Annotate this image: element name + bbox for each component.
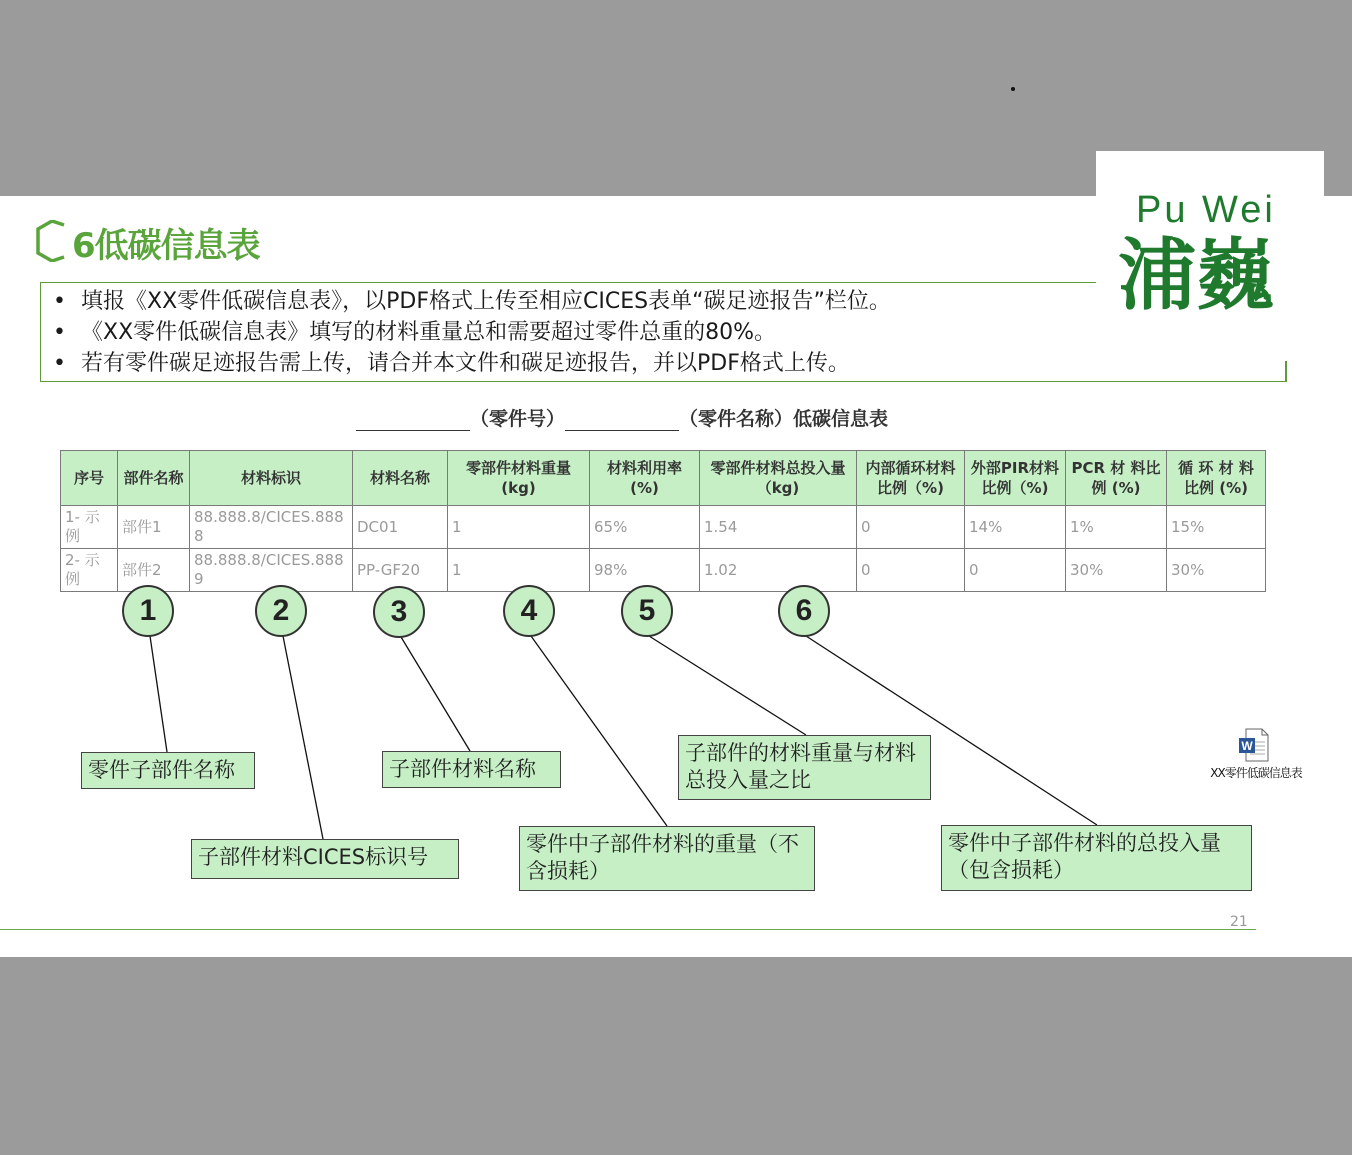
table-cell: 0 [965, 549, 1066, 592]
stray-dot [1011, 87, 1015, 91]
table-cell: DC01 [353, 506, 448, 549]
bullet-item: • 填报《XX零件低碳信息表》，以PDF格式上传至相应CICES表单“碳足迹报告”栏位。 [41, 286, 1286, 317]
table-cell: 98% [590, 549, 700, 592]
col-header: 序号 [61, 451, 118, 506]
table-cell: 14% [965, 506, 1066, 549]
callout-box: 零件子部件名称 [81, 752, 255, 789]
callout-number: 5 [621, 585, 673, 637]
col-header: 零部件材料重量(kg) [448, 451, 590, 506]
callout-box: 子部件材料CICES标识号 [191, 839, 459, 879]
col-header: 材料标识 [190, 451, 353, 506]
table-cell: 1- 示例 [61, 506, 118, 549]
col-header: 材料利用率(%) [590, 451, 700, 506]
table-cell: PP-GF20 [353, 549, 448, 592]
table-cell: 2- 示例 [61, 549, 118, 592]
col-header: 零部件材料总投入量（kg) [700, 451, 857, 506]
table-caption: （零件号） （零件名称）低碳信息表 [356, 404, 888, 431]
table-cell: 部件1 [118, 506, 190, 549]
table-cell: 88.888.8/CICES.8889 [190, 549, 353, 592]
logo-text-en: Pu Wei [1136, 189, 1276, 231]
col-header: 内部循环材料比例（%) [857, 451, 965, 506]
bullet-item: • 若有零件碳足迹报告需上传，请合并本文件和碳足迹报告，并以PDF格式上传。 [41, 348, 1286, 379]
table-cell: 30% [1066, 549, 1167, 592]
col-header: 循 环 材 料比例 (%) [1167, 451, 1266, 506]
callout-number: 2 [255, 585, 307, 637]
svg-text:W: W [1241, 739, 1253, 753]
footer-divider [0, 929, 1256, 930]
brand-logo [1096, 151, 1324, 323]
callout-number: 4 [503, 585, 555, 637]
callout-number: 6 [778, 585, 830, 637]
col-header: PCR 材 料比例 (%) [1066, 451, 1167, 506]
logo-text-cn: 浦巍 [1118, 231, 1275, 321]
table-cell: 0 [857, 506, 965, 549]
page-number: 21 [1230, 914, 1248, 930]
attachment-label[interactable]: XX零件低碳信息表 [1210, 766, 1302, 780]
table-cell: 1.02 [700, 549, 857, 592]
table-cell: 65% [590, 506, 700, 549]
callout-box: 子部件材料名称 [382, 751, 561, 788]
table-cell: 15% [1167, 506, 1266, 549]
callout-number: 1 [122, 585, 174, 637]
table-cell: 1% [1066, 506, 1167, 549]
slide-title: 6低碳信息表 [72, 226, 260, 266]
table-cell: 30% [1167, 549, 1266, 592]
table-cell: 88.888.8/CICES.8888 [190, 506, 353, 549]
table-cell: 1.54 [700, 506, 857, 549]
table-cell: 1 [448, 549, 590, 592]
callout-box: 零件中子部件材料的重量（不含损耗） [519, 826, 815, 891]
bullet-item: • 《XX零件低碳信息表》填写的材料重量总和需要超过零件总重的80%。 [41, 317, 1286, 348]
col-header: 外部PIR材料比例（%) [965, 451, 1066, 506]
table-cell: 部件2 [118, 549, 190, 592]
word-doc-icon[interactable] [1238, 728, 1270, 762]
table-cell: 1 [448, 506, 590, 549]
callout-number: 3 [373, 586, 425, 638]
callout-box: 零件中子部件材料的总投入量（包含损耗） [941, 825, 1252, 891]
col-header: 部件名称 [118, 451, 190, 506]
callout-box: 子部件的材料重量与材料总投入量之比 [678, 735, 931, 800]
col-header: 材料名称 [353, 451, 448, 506]
table-cell: 0 [857, 549, 965, 592]
